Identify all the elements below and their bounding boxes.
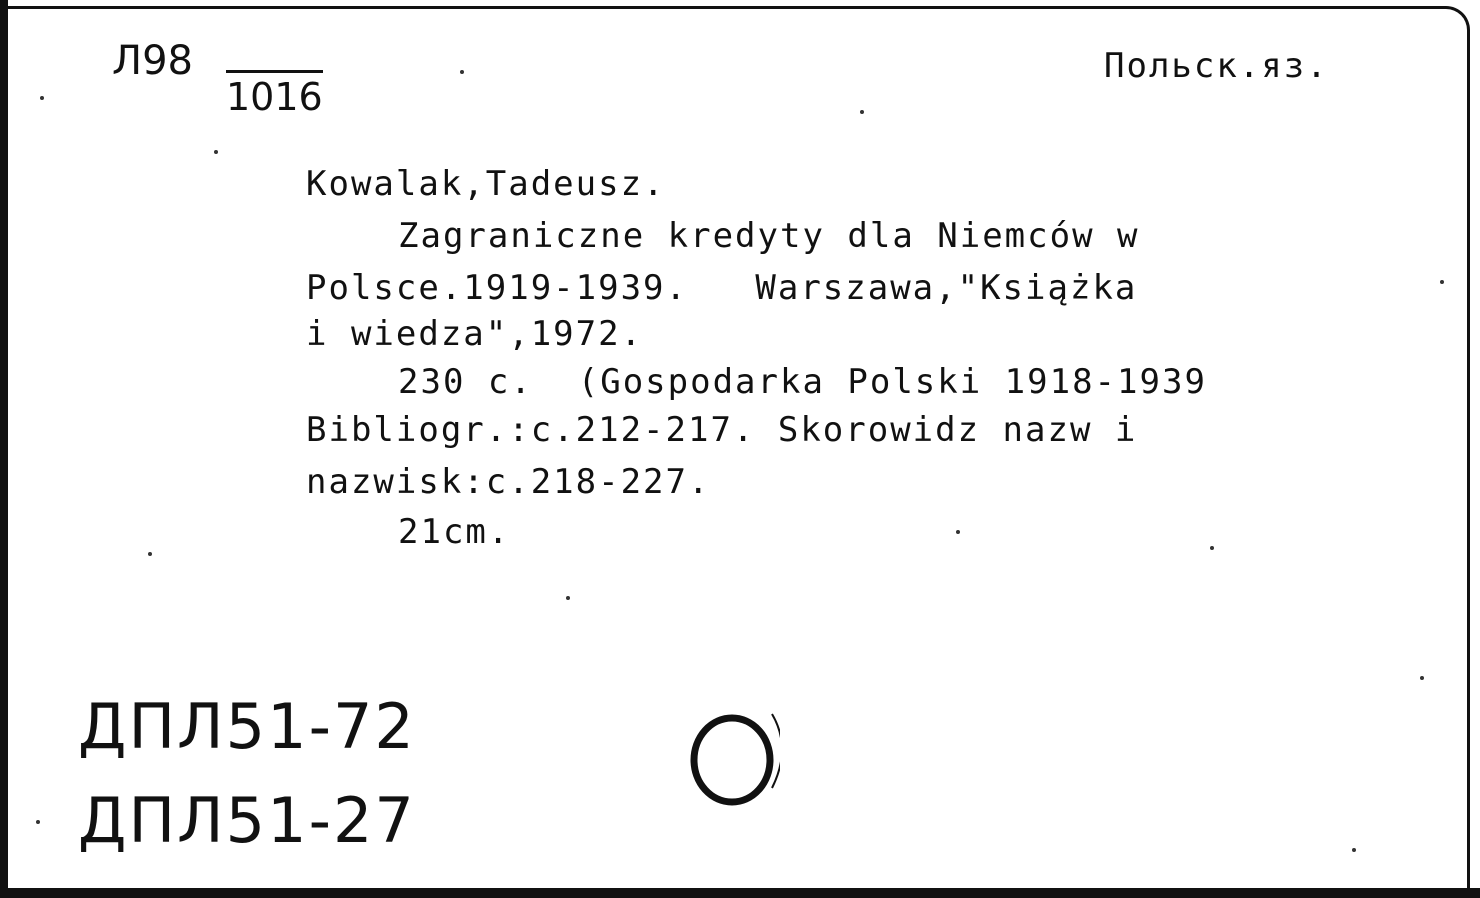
speck bbox=[36, 820, 40, 824]
speck bbox=[148, 552, 152, 556]
speck bbox=[1440, 280, 1444, 284]
speck bbox=[956, 530, 960, 534]
speck bbox=[566, 596, 570, 600]
speck bbox=[1210, 546, 1214, 550]
shelf-mark-number: 1016 bbox=[226, 70, 323, 119]
speck bbox=[1352, 848, 1356, 852]
title-line-1: Zagraniczne kredyty dla Niemców w bbox=[398, 216, 1140, 256]
pages-series-line: 230 c. (Gospodarka Polski 1918-1939 bbox=[398, 362, 1207, 402]
index-line: nazwisk:c.218-227. bbox=[306, 462, 711, 502]
bibliography-line: Bibliogr.:c.212-217. Skorowidz nazw i bbox=[306, 410, 1138, 450]
title-line-3: i wiedza",1972. bbox=[306, 314, 644, 354]
card-bottom-edge bbox=[0, 888, 1480, 898]
circle-stamp-mark bbox=[688, 708, 780, 808]
speck bbox=[460, 70, 464, 74]
speck bbox=[40, 96, 44, 100]
shelf-mark: Л98 bbox=[112, 38, 193, 84]
speck bbox=[214, 150, 218, 154]
inventory-number-1: ДПЛ51-72 bbox=[78, 690, 416, 763]
language-label: Польск.яз. bbox=[1104, 46, 1329, 86]
author-heading: Kowalak,Tadeusz. bbox=[306, 164, 666, 204]
speck bbox=[860, 110, 864, 114]
title-line-2: Polsce.1919-1939. Warszawa,"Książka bbox=[306, 268, 1138, 308]
inventory-number-2: ДПЛ51-27 bbox=[78, 784, 416, 857]
speck bbox=[1420, 676, 1424, 680]
size-line: 21cm. bbox=[398, 512, 511, 552]
